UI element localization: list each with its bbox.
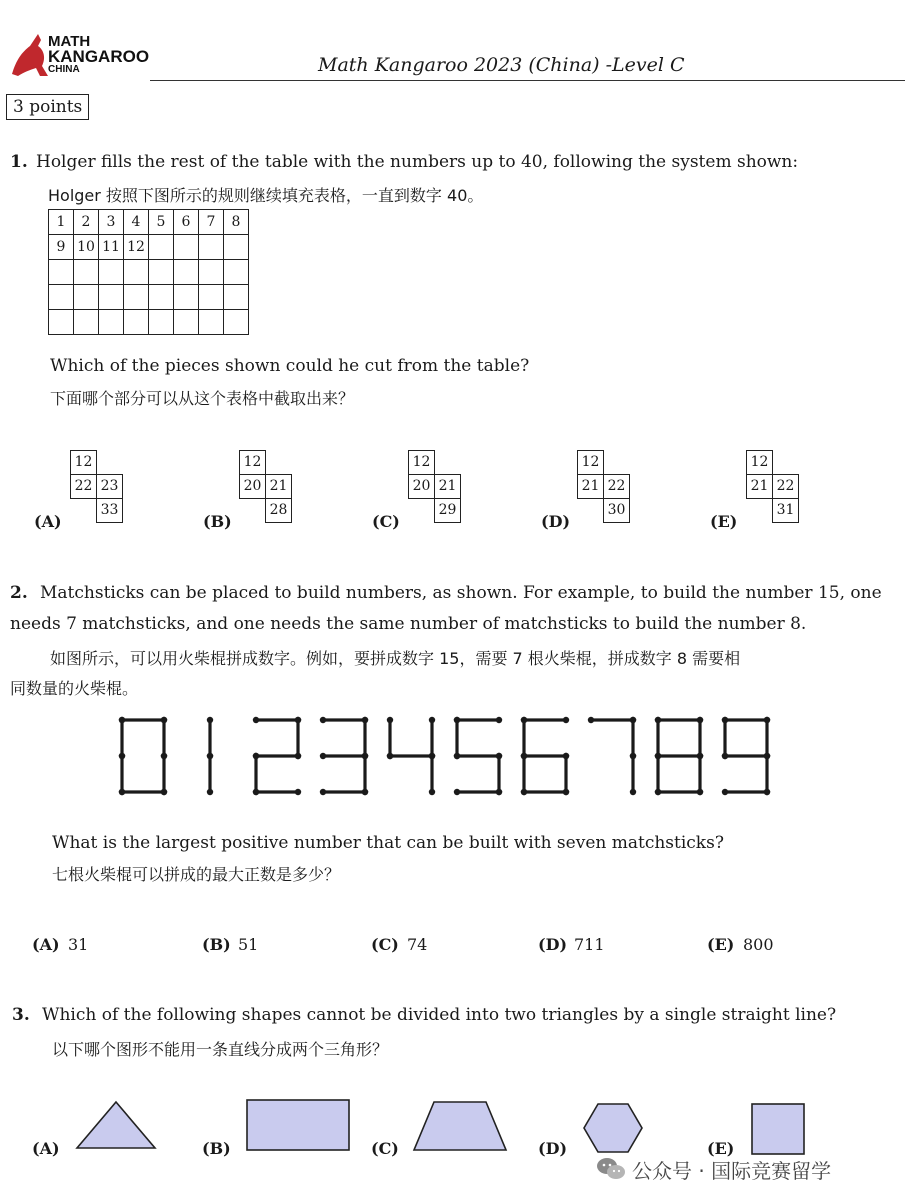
piece-cell: 28 [265,498,292,523]
math-kangaroo-logo [8,30,148,82]
matchstick-head [563,753,569,759]
logo-line-kangaroo: KANGAROO [48,47,150,66]
q1-prompt-zh: 下面哪个部分可以从这个表格中截取出来？ [50,389,355,408]
table-row [49,285,249,310]
q2-option-label[interactable]: (B) [202,935,231,954]
matchstick-head [697,753,703,759]
table-cell [199,235,224,260]
q2-option-value[interactable]: 711 [574,935,605,954]
matchstick-head [521,789,527,795]
q2-option-label[interactable]: (A) [32,935,60,954]
matchstick-head [454,753,460,759]
q3-option-label[interactable]: (B) [202,1139,231,1158]
matchstick-head [362,789,368,795]
q1-option-label[interactable]: (B) [203,512,232,531]
matchstick-head [563,717,569,723]
q1-option-label[interactable]: (E) [710,512,738,531]
table-cell [174,260,199,285]
matchstick-head [722,789,728,795]
q2-text-en-line2: needs 7 matchsticks, and one needs the same number of matchsticks to build the number 8. [10,614,807,634]
points-section-label: 3 points [6,94,89,120]
piece-cell: 21 [434,474,461,499]
matchstick-head [387,753,393,759]
matchstick-head [722,717,728,723]
matchstick-digit [320,717,368,795]
matchstick-head [521,753,527,759]
piece-cell: 12 [408,450,435,475]
q2-prompt-en: What is the largest positive number that can be built with seven matchsticks? [52,833,724,853]
matchstick-head [496,789,502,795]
shape-outline [584,1104,642,1152]
shape-outline [77,1102,155,1148]
matchstick-digit [119,717,167,795]
matchstick-digit [655,717,703,795]
table-cell [174,310,199,335]
matchstick-head [253,789,259,795]
piece-cell: 21 [265,474,292,499]
table-cell [74,285,99,310]
matchstick-head [521,717,527,723]
table-cell [74,260,99,285]
shape-outline [247,1100,349,1150]
table-cell [224,310,249,335]
piece-cell: 12 [70,450,97,475]
piece-cell: 21 [746,474,773,499]
logo-line-math: MATH [48,33,91,50]
matchstick-digit [722,717,770,795]
q2-option-value[interactable]: 31 [68,935,89,954]
table-row [49,260,249,285]
q2-option-label[interactable]: (D) [538,935,568,954]
q2-number: 2. [10,583,28,603]
q2-option-value[interactable]: 800 [743,935,774,954]
matchstick-head [764,789,770,795]
matchstick-head [295,789,301,795]
table-cell: 9 [49,235,74,260]
table-cell [224,285,249,310]
table-cell: 11 [99,235,124,260]
table-cell [99,260,124,285]
table-cell [124,285,149,310]
matchstick-digit [454,717,502,795]
q3-shape-square[interactable] [750,1102,806,1156]
matchstick-head [454,789,460,795]
table-cell: 5 [149,210,174,235]
matchstick-head [253,717,259,723]
q1-option-label[interactable]: (D) [541,512,571,531]
matchstick-head [295,717,301,723]
q2-text-en-line1: Matchsticks can be placed to build numbers, as shown. For example, to build the number 15, one [40,583,882,603]
piece-cell: 22 [70,474,97,499]
watermark-text: 公众号 · 国际竞赛留学 [632,1159,832,1183]
q2-option-value[interactable]: 74 [407,935,428,954]
table-cell: 3 [99,210,124,235]
q3-shape-trapezoid[interactable] [412,1100,508,1152]
table-cell [224,260,249,285]
header-divider [150,80,905,81]
table-cell [124,310,149,335]
matchstick-head [207,753,213,759]
wechat-icon [596,1156,626,1182]
piece-cell: 20 [408,474,435,499]
piece-cell: 12 [577,450,604,475]
matchstick-head [630,789,636,795]
matchstick-head [362,717,368,723]
piece-cell: 22 [772,474,799,499]
kangaroo-icon [8,30,52,82]
q2-option-label[interactable]: (E) [707,935,735,954]
matchstick-head [320,753,326,759]
logo-line-china: CHINA [48,64,80,75]
table-cell: 8 [224,210,249,235]
q1-option-label[interactable]: (C) [372,512,400,531]
table-cell [149,285,174,310]
matchstick-digit [207,717,213,795]
q1-text-en: Holger fills the rest of the table with the numbers up to 40, following the system shown: [36,152,799,172]
table-cell [224,235,249,260]
matchstick-head [161,753,167,759]
matchstick-head [630,753,636,759]
q1-number: 1. [10,152,28,172]
matchstick-digit [588,717,636,795]
matchstick-head [496,753,502,759]
q1-option-piece[interactable] [70,450,150,530]
table-cell: 2 [74,210,99,235]
table-row [49,235,249,260]
matchstick-head [119,753,125,759]
q2-text-zh-line1: 如图所示，可以用火柴棍拼成数字。例如，要拼成数字 15，需要 7 根火柴棍，拼成数字 8 需要相 [50,649,741,668]
table-cell [199,285,224,310]
table-cell [174,285,199,310]
table-cell: 6 [174,210,199,235]
piece-cell: 23 [96,474,123,499]
q1-prompt-en: Which of the pieces shown could he cut from the table? [50,356,530,376]
q1-text-zh: Holger 按照下图所示的规则继续填充表格，一直到数字 40。 [48,186,484,205]
matchstick-head [496,717,502,723]
matchstick-head [655,717,661,723]
table-row [49,310,249,335]
table-cell: 4 [124,210,149,235]
matchstick-head [630,717,636,723]
matchstick-head [764,753,770,759]
matchstick-head [119,717,125,723]
table-cell [49,260,74,285]
matchstick-head [320,789,326,795]
matchstick-head [161,789,167,795]
q1-option-piece[interactable] [577,450,657,530]
q3-number: 3. [12,1005,30,1025]
table-cell [49,285,74,310]
table-cell [199,260,224,285]
matchstick-head [429,753,435,759]
matchstick-head [764,717,770,723]
q3-text-zh: 以下哪个图形不能用一条直线分成两个三角形？ [52,1040,389,1059]
table-cell: 10 [74,235,99,260]
q2-option-value[interactable]: 51 [238,935,259,954]
matchstick-head [722,753,728,759]
q1-option-piece[interactable] [408,450,488,530]
matchstick-head [119,789,125,795]
q3-text-en: Which of the following shapes cannot be divided into two triangles by a single straight line? [42,1005,837,1025]
q3-option-label[interactable]: (A) [32,1139,60,1158]
q2-prompt-zh: 七根火柴棍可以拼成的最大正数是多少？ [52,865,341,884]
piece-cell: 20 [239,474,266,499]
table-cell [199,310,224,335]
matchstick-head [655,753,661,759]
piece-cell: 29 [434,498,461,523]
matchstick-head [697,717,703,723]
page-title: Math Kangaroo 2023 (China) -Level C [318,54,685,76]
q2-text-zh-line2: 同数量的火柴棍。 [10,679,139,698]
q1-number-table [48,209,249,335]
table-cell [99,310,124,335]
table-cell [149,260,174,285]
q2-option-label[interactable]: (C) [371,935,399,954]
table-cell [174,235,199,260]
matchstick-head [362,753,368,759]
matchstick-digit [521,717,569,795]
piece-cell: 22 [603,474,630,499]
piece-cell: 12 [746,450,773,475]
table-row [49,210,249,235]
q1-option-piece[interactable] [239,450,319,530]
piece-cell: 21 [577,474,604,499]
matchstick-head [320,717,326,723]
table-cell [99,285,124,310]
table-cell: 12 [124,235,149,260]
q3-shape-rectangle[interactable] [245,1098,351,1152]
q3-option-label[interactable]: (C) [371,1139,399,1158]
matchstick-head [697,789,703,795]
matchstick-head [588,717,594,723]
piece-cell: 30 [603,498,630,523]
matchstick-digits-figure [110,712,790,802]
piece-cell: 33 [96,498,123,523]
matchstick-head [655,789,661,795]
table-cell [124,260,149,285]
matchstick-head [429,717,435,723]
table-cell [149,235,174,260]
matchstick-head [207,717,213,723]
matchstick-head [207,789,213,795]
table-cell: 1 [49,210,74,235]
matchstick-head [161,717,167,723]
table-cell [74,310,99,335]
matchstick-head [563,789,569,795]
q3-option-label[interactable]: (D) [538,1139,568,1158]
table-cell [149,310,174,335]
matchstick-digit [387,717,435,795]
q3-option-label[interactable]: (E) [707,1139,735,1158]
shape-outline [414,1102,506,1150]
matchstick-head [253,753,259,759]
shape-outline [752,1104,804,1154]
q3-shape-hexagon[interactable] [582,1102,644,1154]
matchstick-head [387,717,393,723]
piece-cell: 12 [239,450,266,475]
table-cell: 7 [199,210,224,235]
matchstick-head [429,789,435,795]
piece-cell: 31 [772,498,799,523]
table-cell [49,310,74,335]
q1-option-piece[interactable] [746,450,826,530]
matchstick-digit [253,717,301,795]
matchstick-head [454,717,460,723]
q1-option-label[interactable]: (A) [34,512,62,531]
q3-shape-triangle[interactable] [75,1100,157,1150]
matchstick-head [295,753,301,759]
